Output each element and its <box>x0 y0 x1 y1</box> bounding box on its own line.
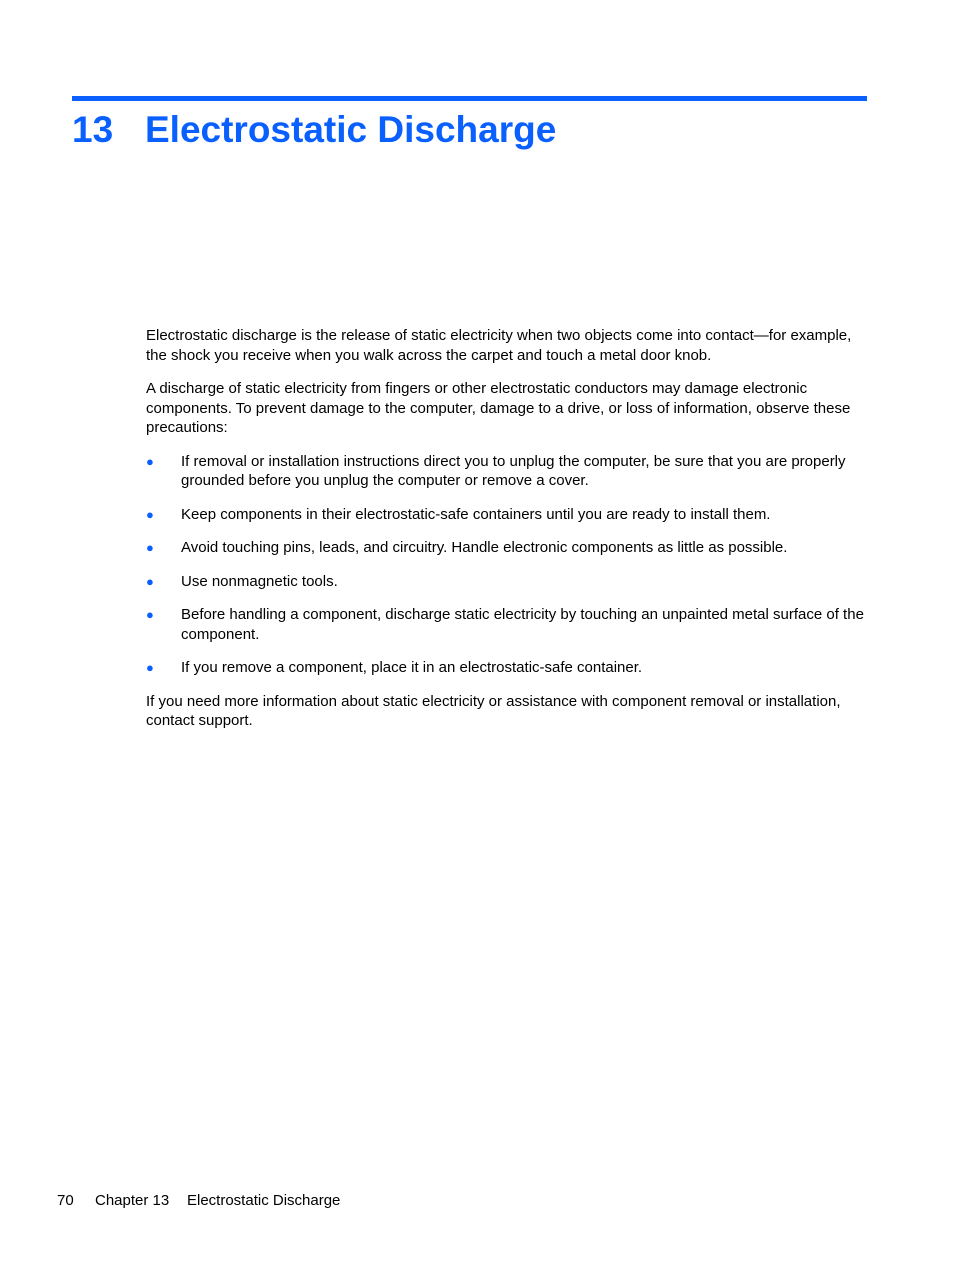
list-item <box>146 658 868 678</box>
page-number: 70 <box>57 1192 74 1209</box>
intro-paragraph: A discharge of static electricity from fingers or other electrostatic conductors may damage electronic components. To prevent damage to the computer, damage to a drive, or loss of information, observe these precautions: <box>146 380 851 436</box>
list-item <box>146 605 868 644</box>
intro-paragraph: Electrostatic discharge is the release of static electricity when two objects come into contact—for example, the shock you receive when you walk across the carpet and touch a metal door knob. <box>146 327 852 364</box>
bullet-icon: ● <box>146 573 154 589</box>
bullet-icon: ● <box>146 506 154 522</box>
list-item-text: If removal or installation instructions direct you to unplug the computer, be sure that you are properly grounded before you unplug the computer or remove a cover. <box>181 452 846 489</box>
list-item-text: Use nonmagnetic tools. <box>181 572 338 590</box>
list-item-text: Before handling a component, discharge static electricity by touching an unpainted metal surface of the component. <box>181 606 864 643</box>
chapter-heading-rule <box>72 96 867 101</box>
bullet-icon: ● <box>146 660 154 675</box>
closing-paragraph: If you need more information about static electricity or assistance with component removal or installation, contact support. <box>146 692 841 729</box>
bullet-icon: ● <box>146 453 154 469</box>
chapter-heading <box>72 106 556 154</box>
footer-chapter-title: Electrostatic Discharge <box>187 1192 341 1209</box>
list-item <box>146 572 868 592</box>
chapter-title: Electrostatic Discharge <box>145 109 557 150</box>
chapter-number: 13 <box>72 109 114 150</box>
bullet-icon: ● <box>146 540 154 555</box>
bullet-icon: ● <box>146 607 154 622</box>
list-item <box>146 505 868 525</box>
page-footer <box>57 1191 340 1211</box>
list-item <box>146 538 868 558</box>
precautions-list <box>146 452 868 678</box>
list-item <box>146 452 868 491</box>
list-item-text: Avoid touching pins, leads, and circuitry. Handle electronic components as little as possible. <box>181 539 788 556</box>
list-item-text: Keep components in their electrostatic-safe containers until you are ready to install them. <box>181 505 771 523</box>
footer-chapter-label: Chapter 13 <box>95 1192 170 1209</box>
list-item-text: If you remove a component, place it in an electrostatic-safe container. <box>181 659 643 676</box>
page-body <box>146 326 868 745</box>
